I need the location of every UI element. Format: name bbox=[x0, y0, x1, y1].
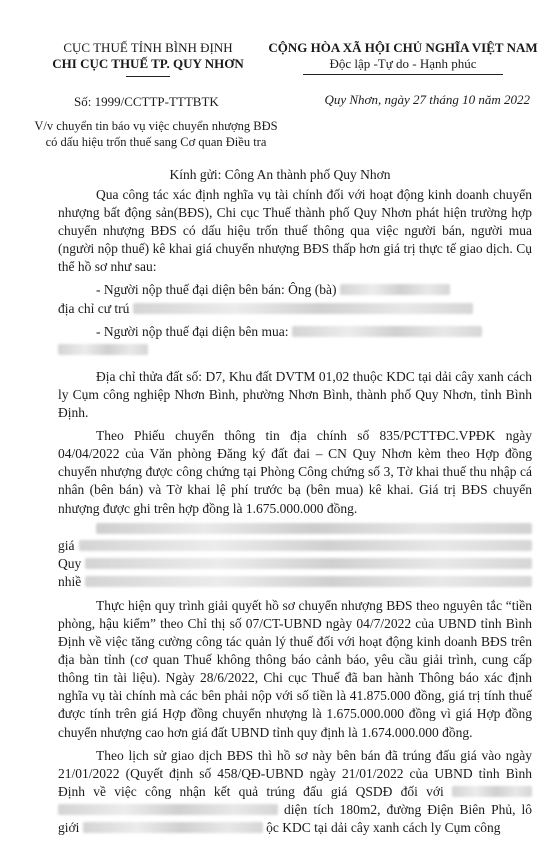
motto-underline bbox=[303, 74, 503, 75]
redacted-history-detail bbox=[58, 804, 278, 815]
fragment-quy: Quy bbox=[58, 555, 82, 571]
fragment-gia: giá bbox=[58, 537, 75, 553]
paragraph-land-address: Địa chỉ thửa đất số: D7, Khu đất DVTM 01,02 thuộc KDC tại dải cây xanh cách ly Cụm công nghiệp Nhơn Bình, phường Nhơn Bình, thành phố Quy Nhơn, tỉnh Bình Định. bbox=[58, 368, 532, 421]
buyer-label: - Người nộp thuế đại diện bên mua: bbox=[96, 323, 289, 339]
address-label: địa chỉ cư trú bbox=[58, 300, 130, 316]
agency-name: CHI CỤC THUẾ TP. QUY NHƠN bbox=[52, 56, 244, 71]
document-date: Quy Nhơn, ngày 27 tháng 10 năm 2022 bbox=[324, 92, 530, 107]
redacted-line-1 bbox=[96, 523, 532, 534]
redacted-history-lot bbox=[83, 822, 263, 833]
redacted-text-2 bbox=[79, 540, 533, 551]
redacted-history-name bbox=[452, 786, 532, 797]
national-motto: Độc lập -Tự do - Hạnh phúc bbox=[329, 56, 477, 71]
redacted-line-4 bbox=[58, 573, 532, 591]
document-subject bbox=[26, 118, 286, 150]
redacted-line-3 bbox=[58, 555, 532, 573]
country-name: CỘNG HÒA XÃ HỘI CHỦ NGHĨA VIỆT NAM bbox=[268, 40, 538, 55]
paragraph-procedure: Thực hiện quy trình giải quyết hồ sơ chuyển nhượng BĐS theo nguyên tắc “tiền phòng, hậu kiểm” theo Chỉ thị số 07/CT-UBND ngày 04/7/2022 của UBND tỉnh Bình Định về việc tăng cường công tác quản lý thuế đối với hoạt động kinh doanh BĐS trên địa bàn tỉnh (cơ quan Thuế không thông báo cảnh báo, yêu cầu giải trình, cung cấp thông tin tài liệu). Ngày 28/6/2022, Chi cục Thuế đã ban hành Thông báo xác định nghĩa vụ tài chính mà các bên phải nộp với số tiền là 41.875.000 đồng, giá trị tính thuế được tính trên giá Hợp đồng chuyển nhượng là 1.675.000.000 đồng vì giá Hợp đồng chuyển nhượng cao hơn giá đất UBND tỉnh quy định là 1.674.000.000 đồng. bbox=[58, 597, 532, 740]
seller-label: - Người nộp thuế đại diện bên bán: Ông (bà) bbox=[96, 282, 337, 298]
buyer-line bbox=[58, 323, 532, 341]
paragraph-history bbox=[58, 747, 532, 837]
issuing-agency-block bbox=[38, 40, 258, 77]
subject-line-1: V/v chuyển tin báo vụ việc chuyển nhượng BĐS bbox=[34, 119, 278, 133]
history-text-b: diện tích 180m2, đường Điện Biên Phủ, lô giới bbox=[58, 801, 532, 835]
fragment-nhie: nhiề bbox=[58, 573, 82, 589]
buyer-continuation bbox=[58, 341, 532, 359]
redacted-buyer-name bbox=[292, 326, 482, 337]
history-text-a: Theo lịch sử giao dịch BĐS thì hồ sơ này bên bán đã trúng đấu giá vào ngày 21/01/2022 (Quyết định số 458/QĐ-UBND ngày 21/01/2022 của UBND tỉnh Bình Định về việc công nhận kết quả trúng đấu giá QSDĐ đối với bbox=[58, 747, 532, 799]
redacted-text-4 bbox=[85, 576, 532, 587]
redacted-text-3 bbox=[85, 558, 532, 569]
redacted-paragraph bbox=[58, 523, 532, 591]
redacted-line-2 bbox=[58, 537, 532, 555]
salutation: Kính gửi: Công An thành phố Quy Nhơn bbox=[169, 167, 391, 182]
redacted-seller-name bbox=[340, 284, 450, 295]
paragraph-transfer-info: Theo Phiếu chuyển thông tin địa chính số 835/PCTTĐC.VPĐK ngày 04/04/2022 của Văn phòng Đăng ký đất đai – CN Quy Nhơn kèm theo Hợp đồng chuyển nhượng được công chứng tại Phòng Công chứng số 3, Tờ khai thuế thu nhập cá nhân (bên bán) và Tờ khai lệ phí trước bạ (bên mua) kê khai. Giá trị BĐS chuyển nhượng được ghi trên hợp đồng là 1.675.000.000 đồng. bbox=[58, 428, 532, 516]
redacted-address bbox=[133, 303, 473, 314]
subject-line-2: có dấu hiệu trốn thuế sang Cơ quan Điều tra bbox=[45, 135, 267, 149]
document-body bbox=[58, 186, 532, 842]
address-line bbox=[58, 300, 532, 318]
paragraph-intro: Qua công tác xác định nghĩa vụ tài chính đối với hoạt động kinh doanh chuyển nhượng bất động sản(BĐS), Chi cục Thuế thành phố Quy Nhơn phát hiện trường hợp chuyển nhượng BĐS có dấu hiệu trốn thuế thông qua việc người bán, người mua (người nộp thuế) kê khai giá chuyển nhượng BĐS thấp hơn giá trị thực tế giao dịch. Cụ thể hồ sơ như sau: bbox=[58, 187, 532, 275]
national-header-block bbox=[262, 40, 544, 75]
agency-underline bbox=[126, 76, 170, 77]
seller-line bbox=[58, 281, 532, 299]
history-text-c: ộc KDC tại dải cây xanh cách ly Cụm công bbox=[266, 820, 501, 835]
redacted-buyer-extra bbox=[58, 344, 148, 355]
document-number: Số: 1999/CCTTP-TTTBTK bbox=[74, 94, 219, 109]
parent-agency: CỤC THUẾ TỈNH BÌNH ĐỊNH bbox=[63, 40, 233, 55]
